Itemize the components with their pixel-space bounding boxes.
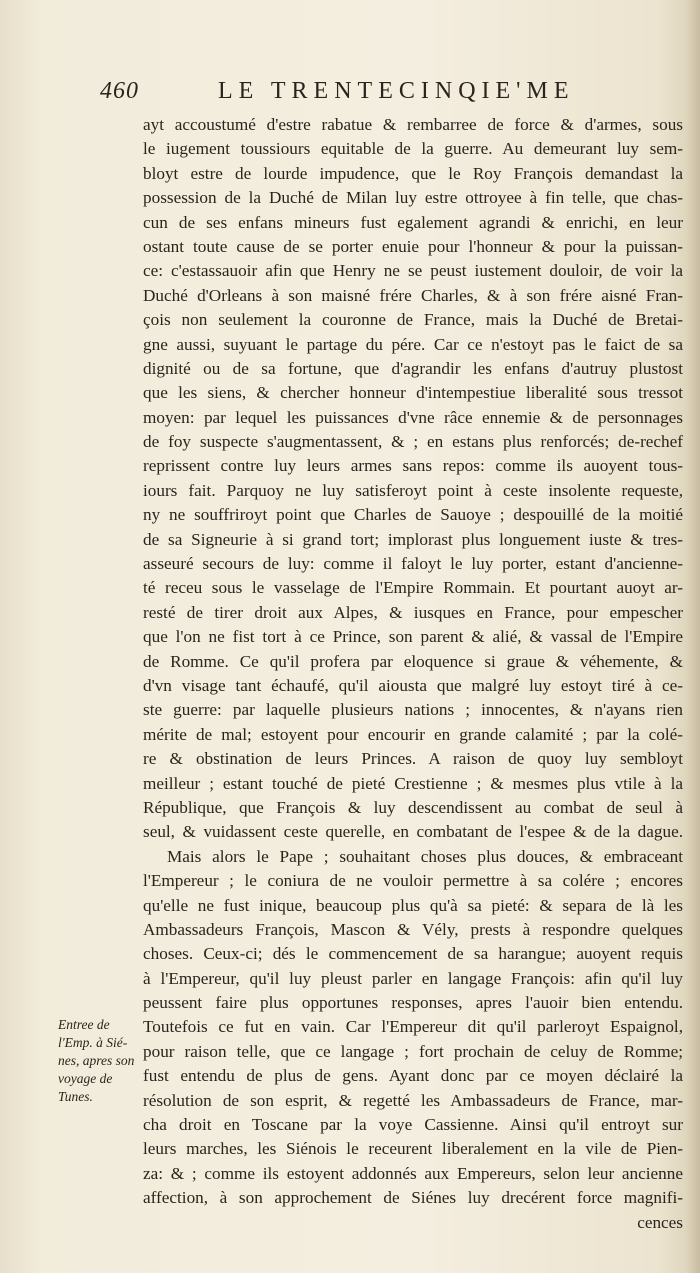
text-line: moyen: par lequel les puissances d'vne râce ennemie & de personnages (143, 407, 683, 427)
running-title: LE TRENTECINQIE'ME (218, 78, 575, 104)
text-line-paragraph-start: Mais alors le Pape ; souhaitant choses plus douces, & embraceant (167, 846, 683, 866)
text-line: qu'elle ne fust inique, beaucoup plus qu'à sa pieté: & separa de là les (143, 895, 683, 915)
text-line: de foy suspecte s'augmentassent, & ; en estans plus renforcés; de-rechef (143, 432, 683, 452)
text-line: d'vn visage tant échaufé, qu'il aiousta que malgré luy estoyt tiré à ce- (143, 675, 683, 695)
text-line: asseuré secours de luy: comme il faloyt le luy porter, estant d'ancienne- (143, 554, 683, 574)
margin-note-line: l'Emp. à Sié- (58, 1035, 128, 1050)
margin-note-line: Tunes. (58, 1089, 93, 1104)
text-line: té receu sous le vasselage de l'Empire Rommain. Et pourtant auoyt ar- (143, 578, 683, 598)
text-line: ny ne souffriroyt point que Charles de Sauoye ; despouillé de la moitié (143, 505, 683, 525)
text-line: re & obstination de leurs Princes. A raison de quoy luy sembloyt (143, 749, 683, 769)
text-line: Toutefois ce fut en vain. Car l'Empereur dit qu'il parleroyt Espaignol, (143, 1017, 683, 1037)
text-line: pour raison telle, que ce langage ; fort prochain de celuy de Romme; (143, 1041, 683, 1061)
text-line: choses. Ceux-ci; dés le commencement de sa harangue; auoyent requis (143, 944, 683, 964)
text-line: possession de la Duché de Milan luy estre ottroyee à fin telle, que chas- (143, 188, 683, 208)
text-line: ayt accoustumé d'estre rabatue & rembarree de force & d'armes, sous (143, 115, 683, 134)
text-line: République, que François & luy descendissent au combat de seul à (143, 797, 683, 817)
margin-note-line: voyage de (58, 1071, 113, 1086)
text-line: Duché d'Orleans à son maisné frére Charles, & à son frére aisné Fran- (143, 285, 683, 305)
text-line: bloyt estre de lourde impudence, que le Roy François demandast la (143, 163, 683, 183)
page-header (100, 78, 660, 112)
text-line: ste guerre: par laquelle plusieurs nations ; innocentes, & n'ayans rien (143, 700, 683, 720)
text-line: gne aussi, suyuant le partage du pére. Car ce n'estoyt pas le faict de sa (143, 334, 683, 354)
text-line: affection, à son approchement de Siénes luy drecérent force magnifi- (143, 1188, 683, 1208)
text-line: iours fait. Parquoy ne luy satisferoyt point à ceste insolente requeste, (143, 480, 683, 500)
text-line: résolution de son esprit, & regetté les Ambassadeurs de France, mar- (143, 1090, 683, 1110)
margin-note (58, 1016, 138, 1106)
text-line: reprissent contre luy leurs armes sans repos: comme ils auoyent tous- (143, 456, 683, 476)
text-line: çois non seulement la couronne de France, mais la Duché de Bretai- (143, 310, 683, 330)
text-line: resté de tirer droit aux Alpes, & iusques en France, pour empescher (143, 602, 683, 622)
text-line: ostant toute cause de se porter enuie pour l'honneur & pour la puissan- (143, 236, 683, 256)
text-line: cha droit en Toscane par la voye Cassienne. Ainsi qu'il entroyt sur (143, 1115, 683, 1135)
text-line: à l'Empereur, qu'il luy pleust parler en langage François: afin qu'il luy (143, 968, 683, 988)
catchword: cences (637, 1212, 683, 1232)
text-line: l'Empereur ; le coniura de ne vouloir permettre à sa colére ; encores (143, 871, 683, 891)
text-line: peussent faire plus opportunes responses, apres l'auoir bien entendu. (143, 993, 683, 1013)
text-line: de Romme. Ce qu'il profera par eloquence si graue & véhemente, & (143, 651, 683, 671)
text-line: Ambassadeurs François, Mascon & Vély, prests à respondre quelques (143, 919, 683, 939)
text-line: za: & ; comme ils estoyent addonnés aux Empereurs, selon leur ancienne (143, 1163, 683, 1183)
text-line: cun de ses enfans mineurs fust egalement agrandi & enrichi, en leur (143, 212, 683, 232)
text-line: leurs marches, les Siénois le receurent liberalement en la vile de Pien- (143, 1139, 683, 1159)
text-line: de sa Signeurie à si grand tort; implorast plus longuement iuste & tres- (143, 529, 683, 549)
text-line: fust entendu de plus de gens. Ayant donc par ce moyen déclairé la (143, 1066, 683, 1086)
text-line: seul, & vuidassent ceste querelle, en combatant de l'espee & de la dague. (143, 822, 683, 842)
margin-note-line: nes, apres son (58, 1053, 135, 1068)
text-line: mérite de mal; estoyent pour encourir en grande calamité ; par la colé- (143, 724, 683, 744)
body-text (143, 113, 683, 1235)
text-line: le iugement toussiours equitable de la guerre. Au demeurant luy sem- (143, 139, 683, 159)
text-line: ce: c'estassauoir afin que Henry ne se peust iustement douloir, de voir la (143, 261, 683, 281)
text-line: dignité ou de sa fortune, que d'agrandir les enfans d'autruy plustost (143, 358, 683, 378)
page-number: 460 (100, 78, 139, 104)
text-line: que l'on ne fist tort à ce Prince, son parent & alié, & vassal de l'Empire (143, 627, 683, 647)
text-line: que les siens, & chercher honneur d'intempestiue liberalité sous tressot (143, 383, 683, 403)
text-line: meilleur ; estant touché de pieté Crestienne ; & mesmes plus vtile à la (143, 773, 683, 793)
page-edge-shadow (686, 0, 700, 1273)
margin-note-line: Entree de (58, 1017, 110, 1032)
